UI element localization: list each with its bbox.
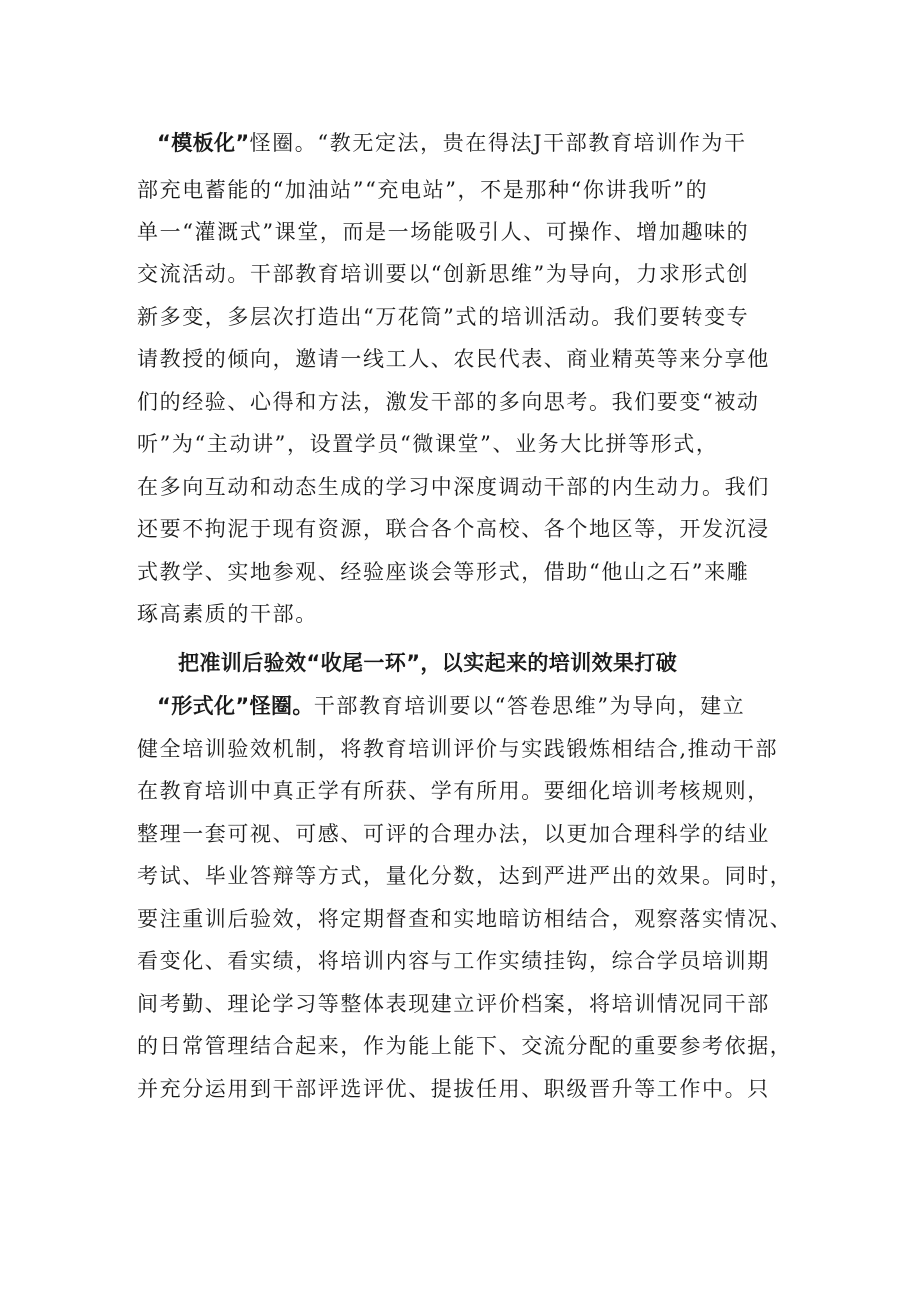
bold-phrase: “模板化” [157, 131, 250, 155]
text-line: 健全培训验效机制，将教育培训评价与实践锻炼相结合,推动干部 [137, 737, 779, 761]
text-line: 并充分运用到干部评选评优、提拔任用、职级晋升等工作中。只 [137, 1077, 770, 1101]
text-line: 在多向互动和动态生成的学习中深度调动干部的内生动力。我们 [137, 475, 770, 499]
text-line: 们的经验、心得和方法，激发干部的多向思考。我们要变“被动 [137, 390, 760, 414]
line-text: 怪圈。“教无定法，贵在得法J干部教育培训作为干 [249, 131, 747, 155]
text-line: 看变化、看实绩，将培训内容与工作实绩挂钩，综合学员培训期 [137, 949, 770, 973]
bold-phrase: “形式化”怪圈。 [157, 694, 314, 718]
text-line: 还要不拘泥于现有资源，联合各个高校、各个地区等，开发沉浸 [137, 517, 770, 541]
text-line: 听”为“主动讲”，设置学员“微课堂”、业务大比拼等形式， [137, 432, 719, 456]
text-line: 式教学、实地参观、经验座谈会等形式，借助“他山之石”来雕 [137, 560, 750, 584]
text-line: 单一“灌溉式”课堂，而是一场能吸引人、可操作、增加趣味的 [137, 220, 750, 244]
line-text: 干部教育培训要以“答卷思维”为导向，建立 [313, 694, 746, 718]
text-line [137, 691, 745, 721]
text-line: 部充电蓄能的“加油站”“充电站”，不是那种“你讲我听”的 [137, 178, 709, 202]
text-line: 间考勤、理论学习等整体表现建立评价档案，将培训情况同干部 [137, 992, 770, 1016]
text-line: 琢高素质的干部。 [137, 602, 318, 626]
text-line [137, 128, 747, 158]
text-line: 整理一套可视、可感、可评的合理办法，以更加合理科学的结业 [137, 822, 770, 846]
text-line: 的日常管理结合起来，作为能上能下、交流分配的重要参考依据， [137, 1034, 793, 1058]
text-line: 考试、毕业答辩等方式，量化分数，达到严进严出的效果。同时， [137, 864, 793, 888]
bold-phrase: 把准训后验效“收尾一环”，以实起来的培训效果打破 [178, 651, 678, 675]
text-line: 新多变，多层次打造出“万花筒”式的培训活动。我们要转变专 [137, 305, 750, 329]
text-line: 交流活动。干部教育培训要以“创新思维”为导向，力求形式创 [137, 262, 750, 286]
text-line: 在教育培训中真正学有所获、学有所用。要细化培训考核规则， [137, 779, 770, 803]
section-heading [178, 648, 677, 678]
text-line: 请教授的倾向，邀请一线工人、农民代表、商业精英等来分享他 [137, 347, 770, 371]
text-line: 要注重训后验效，将定期督查和实地暗访相结合，观察落实情况、 [137, 907, 793, 931]
